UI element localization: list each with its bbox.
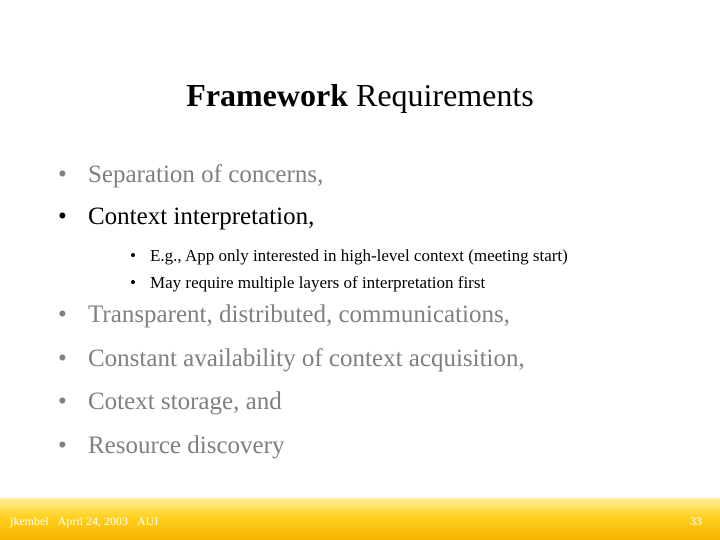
sub-bullet-item xyxy=(130,272,485,294)
bullet-text: Transparent, distributed, communications, xyxy=(88,301,510,328)
bullet-item xyxy=(58,387,282,417)
sub-bullet-item xyxy=(130,245,568,267)
bullet-glyph: • xyxy=(58,301,67,328)
bullet-item xyxy=(58,300,510,330)
bullet-item xyxy=(58,202,314,232)
bullet-glyph: • xyxy=(58,432,67,459)
bullet-glyph: • xyxy=(58,203,67,230)
page-number: 33 xyxy=(690,514,702,528)
title-rest: Requirements xyxy=(347,77,534,113)
sub-bullet-glyph: • xyxy=(130,246,136,265)
sub-bullet-glyph: • xyxy=(130,273,136,292)
title-bold: Framework xyxy=(186,77,348,113)
footer-date: April 24, 2003 xyxy=(57,514,128,528)
bullet-glyph: • xyxy=(58,161,67,188)
bullet-glyph: • xyxy=(58,388,67,415)
footer-author: jkembel xyxy=(10,514,49,528)
footer-course: AUI xyxy=(137,514,159,528)
bullet-item xyxy=(58,160,323,190)
bullet-text: Cotext storage, and xyxy=(88,388,282,415)
bullet-item xyxy=(58,344,525,374)
bullet-text: Resource discovery xyxy=(88,432,285,459)
bullet-glyph: • xyxy=(58,345,67,372)
sub-bullet-text: May require multiple layers of interpretation first xyxy=(150,273,486,292)
bullet-text: Context interpretation, xyxy=(88,203,315,230)
bullet-item xyxy=(58,431,284,461)
sub-bullet-text: E.g., App only interested in high-level context (meeting start) xyxy=(150,246,568,265)
bullet-text: Separation of concerns, xyxy=(88,161,324,188)
bullet-text: Constant availability of context acquisition, xyxy=(88,345,525,372)
footer-info xyxy=(10,514,158,529)
